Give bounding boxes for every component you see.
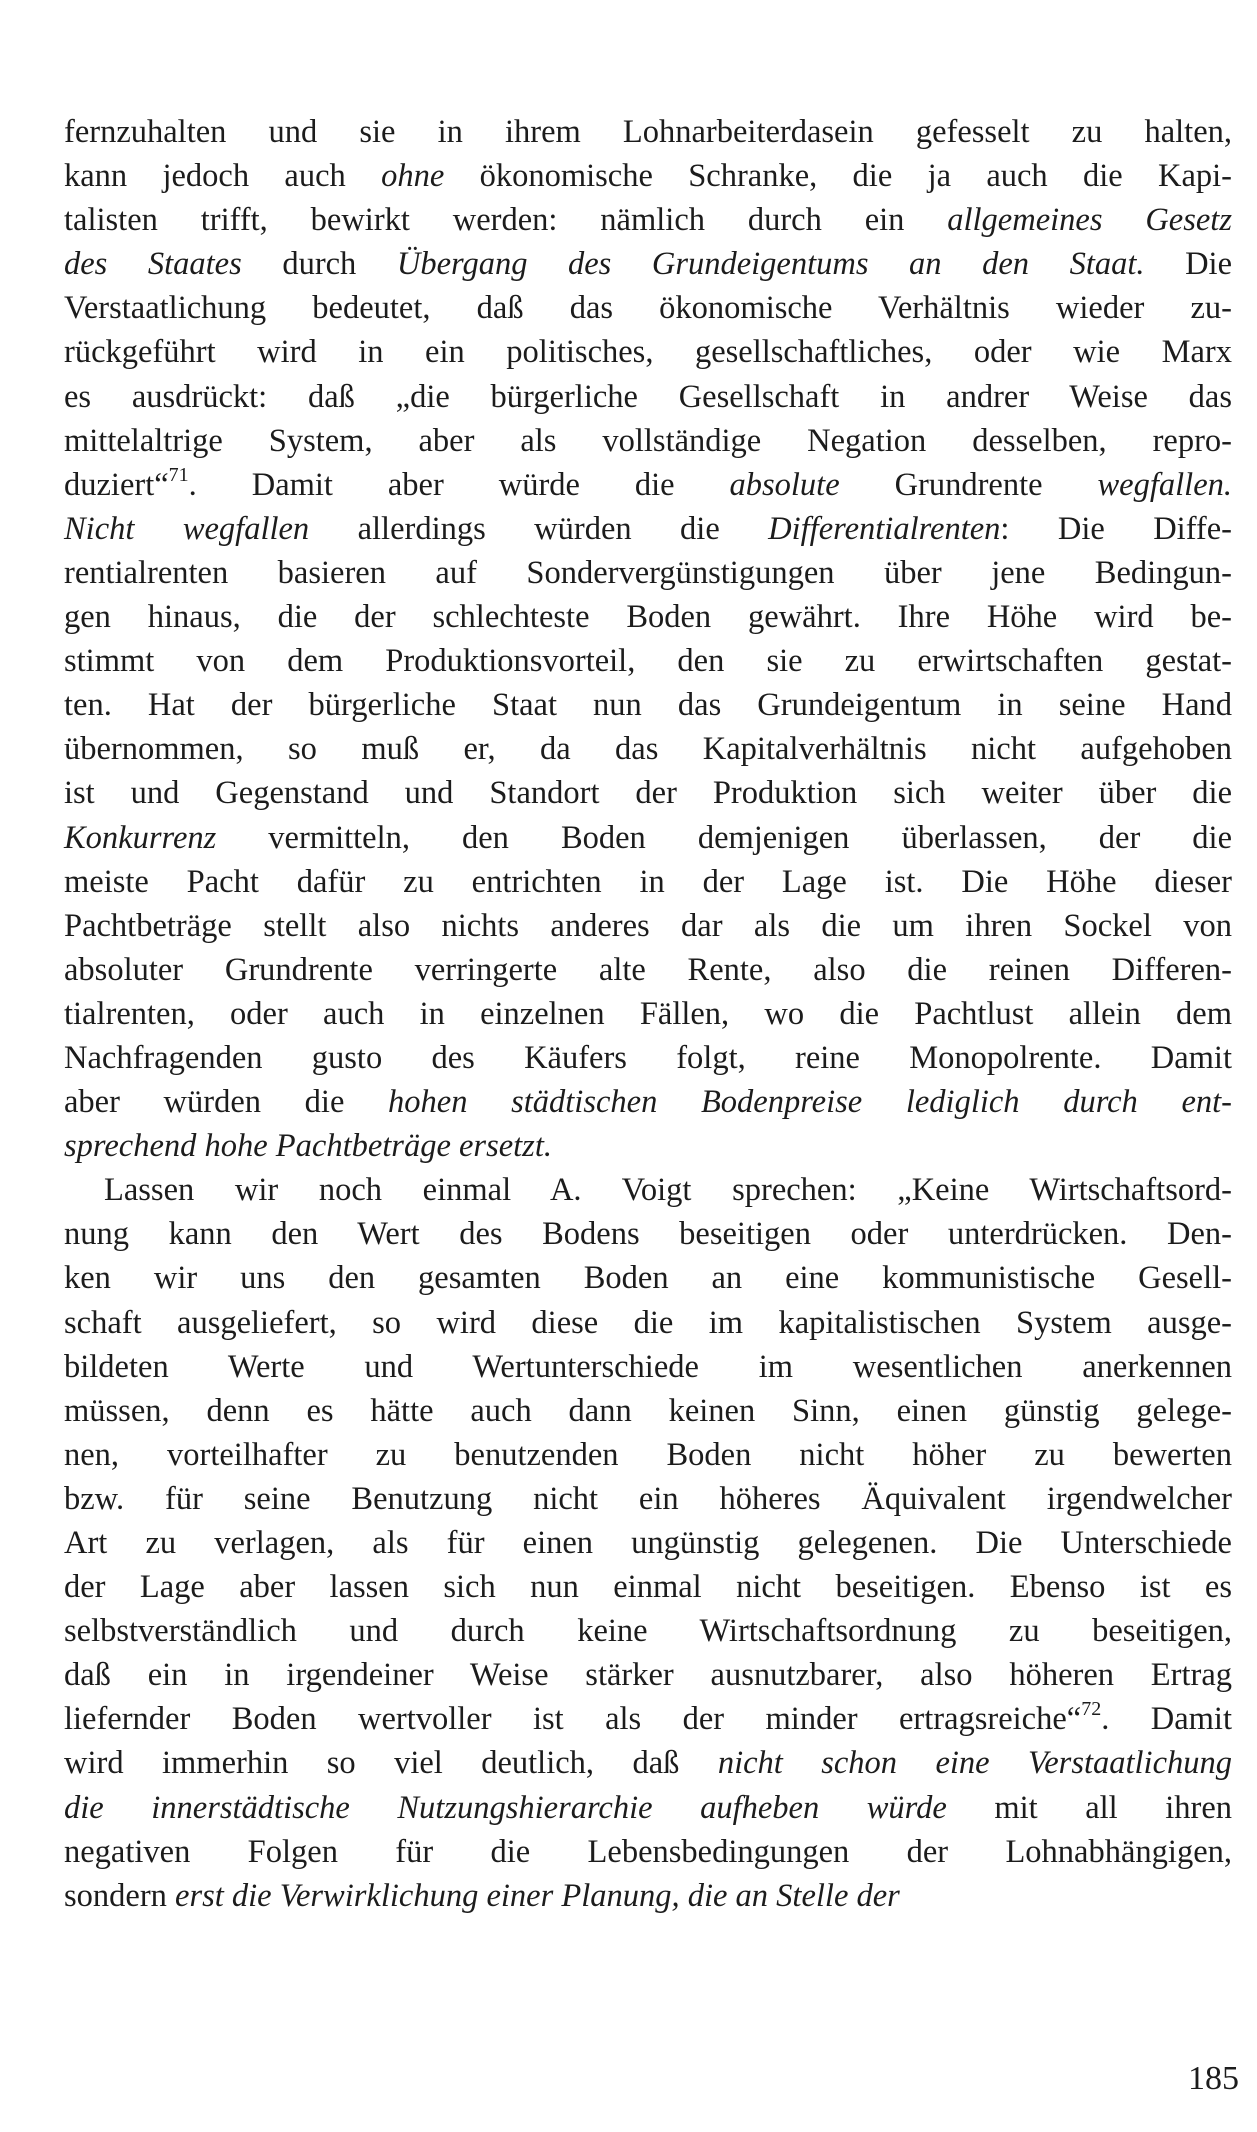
- emphasis-text: Differentialrenten: [768, 510, 1001, 547]
- text-segment: es ausdrückt: daß „die bürgerliche Gesellschaft in andrer Weise das: [64, 378, 1232, 415]
- emphasis-text: hohen städtischen Bodenpreise lediglich durch ent-: [388, 1084, 1232, 1121]
- text-segment: rückgeführt wird in ein politisches, gesellschaftliches, oder wie Marx: [64, 334, 1232, 371]
- emphasis-text: erst die Verwirklichung einer Planung, die an Stelle der: [175, 1877, 900, 1914]
- footnote-ref: 71: [168, 463, 189, 486]
- text-segment: mit all ihren: [946, 1789, 1233, 1826]
- text-segment: absoluter Grundrente verringerte alte Rente, also die reinen Differen-: [64, 951, 1232, 988]
- text-line: [64, 1212, 1232, 1256]
- text-line: [64, 1830, 1232, 1874]
- text-segment: schaft ausgeliefert, so wird diese die im kapitalistischen System ausge-: [64, 1304, 1232, 1341]
- text-line: [64, 1786, 1232, 1830]
- text-segment: . Damit: [1101, 1701, 1232, 1738]
- text-segment: ten. Hat der bürgerliche Staat nun das Grundeigentum in seine Hand: [64, 687, 1232, 724]
- text-segment: daß ein in irgendeiner Weise stärker ausnutzbarer, also höheren Ertrag: [64, 1657, 1232, 1694]
- text-line: [64, 1256, 1232, 1300]
- text-segment: allerdings würden die: [309, 510, 769, 547]
- text-segment: übernommen, so muß er, da das Kapitalverhältnis nicht aufgehoben: [64, 731, 1232, 768]
- emphasis-text: wegfallen.: [1097, 466, 1232, 503]
- text-line: [64, 992, 1232, 1036]
- text-line: [64, 948, 1232, 992]
- page-number: 185: [1188, 2060, 1239, 2097]
- text-segment: kann jedoch auch: [64, 158, 382, 195]
- text-line: [64, 771, 1232, 815]
- emphasis-text: absolute: [729, 466, 840, 503]
- text-line: [64, 286, 1232, 330]
- text-segment: Pachtbeträge stellt also nichts anderes dar als die um ihren Sockel von: [64, 907, 1232, 944]
- text-segment: bildeten Werte und Wertunterschiede im wesentlichen anerkennen: [64, 1348, 1232, 1385]
- text-segment: aber würden die: [64, 1084, 389, 1121]
- text-line: [64, 198, 1232, 242]
- text-segment: selbstverständlich und durch keine Wirtschaftsordnung zu beseitigen,: [64, 1613, 1232, 1650]
- text-line: [64, 639, 1232, 683]
- text-line: [64, 1697, 1232, 1741]
- text-segment: Nachfragenden gusto des Käufers folgt, reine Monopolrente. Damit: [64, 1039, 1232, 1076]
- text-line: [64, 375, 1232, 419]
- emphasis-text: die innerstädtische Nutzungshierarchie aufheben würde: [64, 1789, 947, 1826]
- text-line: [64, 904, 1232, 948]
- text-line: [64, 860, 1232, 904]
- text-line: [64, 551, 1232, 595]
- text-segment: ökonomische Schranke, die ja auch die Kapi-: [444, 158, 1233, 195]
- text-segment: negativen Folgen für die Lebensbedingungen der Lohnabhängigen,: [64, 1833, 1232, 1870]
- text-line: [64, 727, 1232, 771]
- text-line: [64, 463, 1232, 507]
- text-line: [64, 1124, 1232, 1168]
- text-segment: nung kann den Wert des Bodens beseitigen oder unterdrücken. Den-: [64, 1216, 1232, 1253]
- text-segment: Die: [1144, 246, 1232, 283]
- text-line: [64, 154, 1232, 198]
- text-line: [64, 1433, 1232, 1477]
- text-segment: wird immerhin so viel deutlich, daß: [64, 1745, 718, 1782]
- text-line: [64, 1653, 1232, 1697]
- text-segment: gen hinaus, die der schlechteste Boden gewährt. Ihre Höhe wird be-: [64, 599, 1232, 636]
- text-segment: duziert“: [64, 466, 169, 503]
- text-segment: müssen, denn es hätte auch dann keinen Sinn, einen günstig gelege-: [64, 1392, 1232, 1429]
- text-line: [64, 110, 1232, 154]
- text-line: [64, 1168, 1232, 1212]
- text-line: [64, 1389, 1232, 1433]
- text-line: [64, 1741, 1232, 1785]
- text-line: [64, 330, 1232, 374]
- text-line: [64, 1301, 1232, 1345]
- text-line: [64, 1036, 1232, 1080]
- text-segment: der Lage aber lassen sich nun einmal nicht beseitigen. Ebenso ist es: [64, 1569, 1232, 1606]
- text-line: [64, 1874, 1232, 1918]
- text-segment: Lassen wir noch einmal A. Voigt sprechen: „Keine Wirtschaftsord-: [104, 1172, 1232, 1209]
- emphasis-text: nicht schon eine Verstaatlichung: [717, 1745, 1233, 1782]
- emphasis-text: des Staates: [64, 246, 242, 283]
- text-segment: mittelaltrige System, aber als vollständige Negation desselben, repro-: [64, 422, 1232, 459]
- text-line: [64, 1609, 1232, 1653]
- text-line: [64, 1521, 1232, 1565]
- emphasis-text: Konkurrenz: [64, 819, 217, 856]
- text-line: [64, 683, 1232, 727]
- text-segment: fernzuhalten und sie in ihrem Lohnarbeiterdasein gefesselt zu halten,: [64, 114, 1232, 150]
- text-line: [64, 242, 1232, 286]
- text-segment: Art zu verlagen, als für einen ungünstig gelegenen. Die Unterschiede: [64, 1525, 1232, 1561]
- text-segment: bzw. für seine Benutzung nicht ein höheres Äquivalent irgendwelcher: [64, 1480, 1232, 1517]
- emphasis-text: Nicht wegfallen: [64, 510, 310, 547]
- emphasis-text: allgemeines Gesetz: [947, 202, 1232, 239]
- text-segment: tialrenten, oder auch in einzelnen Fällen, wo die Pachtlust allein dem: [64, 995, 1232, 1032]
- text-segment: ist und Gegenstand und Standort der Produktion sich weiter über die: [64, 775, 1232, 812]
- text-segment: sondern: [64, 1877, 176, 1914]
- text-segment: Verstaatlichung bedeutet, daß das ökonomische Verhältnis wieder zu-: [64, 290, 1232, 327]
- text-segment: . Damit aber würde die: [188, 466, 730, 503]
- text-segment: talisten trifft, bewirkt werden: nämlich durch ein: [64, 202, 948, 239]
- footnote-ref: 72: [1081, 1698, 1102, 1721]
- text-segment: nen, vorteilhafter zu benutzenden Boden nicht höher zu bewerten: [64, 1436, 1232, 1473]
- text-segment: meiste Pacht dafür zu entrichten in der Lage ist. Die Höhe dieser: [64, 863, 1232, 900]
- text-segment: Grundrente: [839, 466, 1098, 503]
- text-segment: stimmt von dem Produktionsvorteil, den sie zu erwirtschaften gestat-: [64, 643, 1232, 680]
- body-text: [64, 110, 1232, 1918]
- text-segment: : Die Diffe-: [1000, 510, 1232, 547]
- text-segment: liefernder Boden wertvoller ist als der minder ertragsreiche“: [64, 1701, 1082, 1738]
- emphasis-text: ohne: [381, 158, 445, 195]
- text-line: [64, 419, 1232, 463]
- text-segment: rentialrenten basieren auf Sondervergünstigungen über jene Bedingun-: [64, 554, 1232, 591]
- text-line: [64, 1477, 1232, 1521]
- text-line: [64, 1565, 1232, 1609]
- text-line: [64, 1345, 1232, 1389]
- text-segment: ken wir uns den gesamten Boden an eine kommunistische Gesell-: [64, 1260, 1232, 1297]
- emphasis-text: Übergang des Grundeigentums an den Staat.: [396, 246, 1145, 283]
- emphasis-text: sprechend hohe Pachtbeträge ersetzt.: [64, 1128, 552, 1165]
- text-line: [64, 816, 1232, 860]
- text-line: [64, 507, 1232, 551]
- text-segment: vermitteln, den Boden demjenigen überlassen, der die: [216, 819, 1232, 856]
- text-segment: durch: [241, 246, 397, 283]
- text-line: [64, 595, 1232, 639]
- text-line: [64, 1080, 1232, 1124]
